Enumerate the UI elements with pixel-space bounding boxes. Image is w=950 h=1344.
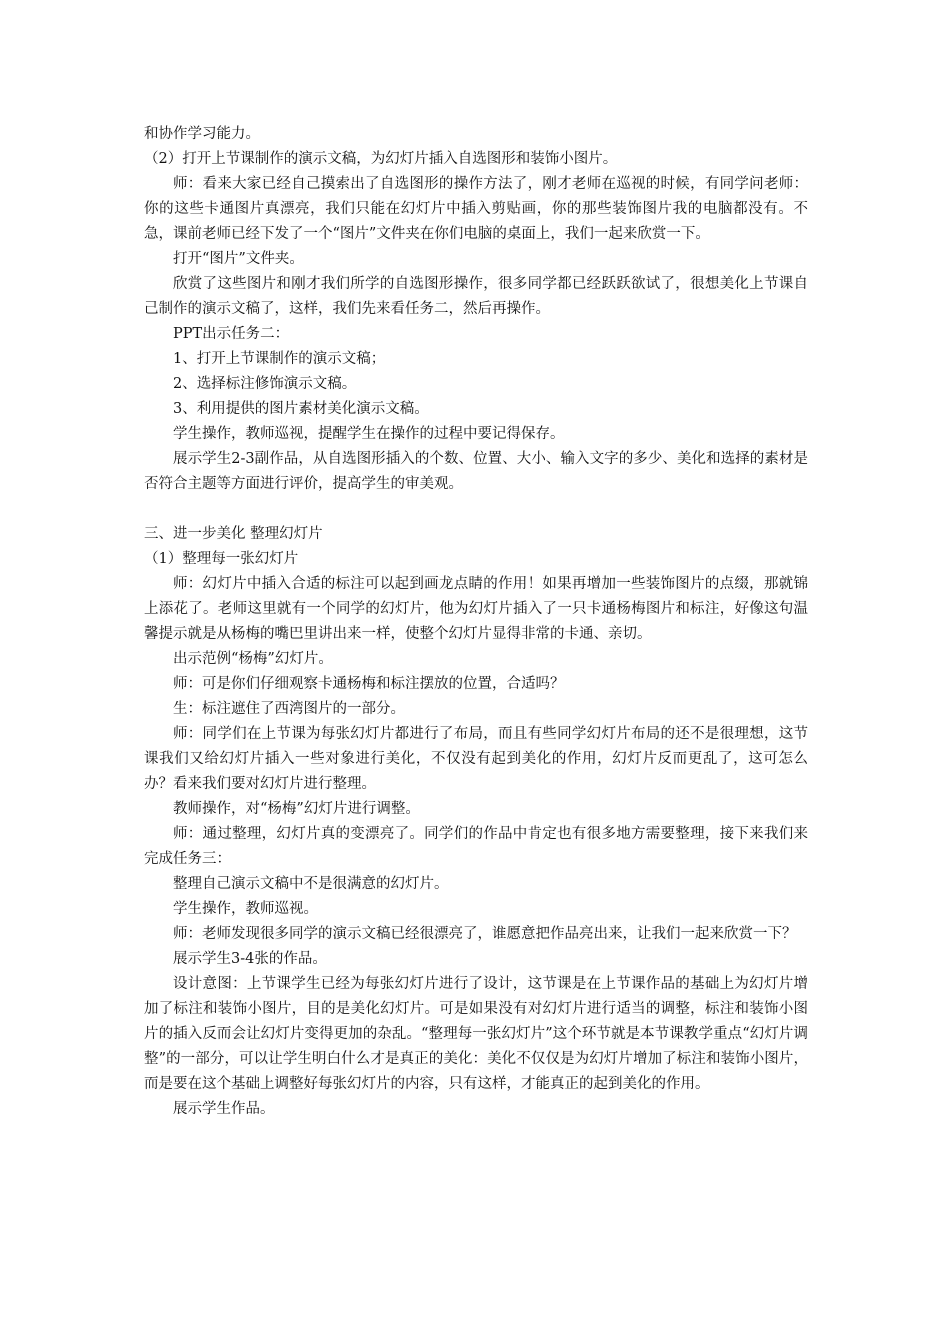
task-item-1: 1、打开上节课制作的演示文稿；: [173, 351, 386, 367]
section3-paragraph-11: 展示学生3-4张的作品。: [173, 951, 327, 967]
blank-line: [144, 497, 808, 522]
paragraph-6: PPT出示任务二：: [173, 326, 290, 342]
paragraph-10: 学生操作，教师巡视，提醒学生在操作的过程中要记得保存。: [173, 426, 565, 442]
task-item-3: 3、利用提供的图片素材美化演示文稿。: [173, 401, 429, 417]
section3-paragraph-13: 展示学生作品。: [173, 1101, 275, 1117]
section3-paragraph-7: 师：通过整理，幻灯片真的变漂亮了。同学们的作品中肯定也有很多地方需要整理，接下来我们来完成任务三：: [144, 826, 808, 867]
paragraph-5: 欣赏了这些图片和刚才我们所学的自选图形操作，很多同学都已经跃跃欲试了，很想美化上节课自己制作的演示文稿了，这样，我们先来看任务二，然后再操作。: [144, 276, 808, 317]
section3-paragraph-10: 师：老师发现很多同学的演示文稿已经很漂亮了，谁愿意把作品亮出来，让我们一起来欣赏一下？: [173, 926, 797, 942]
design-intent-paragraph: 设计意图：上节课学生已经为每张幻灯片进行了设计，这节课是在上节课作品的基础上为幻灯片增加了标注和装饰小图片，目的是美化幻灯片。可是如果没有对幻灯片进行适当的调整，标注和装饰小图片的插入反而会让幻灯片变得更加的杂乱。“整理每一张幻灯片”这个环节就是本节课教学重点“幻灯片调整”的一部分，可以让学生明白什么才是真正的美化：美化不仅仅是为幻灯片增加了标注和装饰小图片，而是要在这个基础上调整好每张幻灯片的内容，只有这样，才能真正的起到美化的作用。: [144, 976, 808, 1092]
section3-paragraph-3: 师：可是你们仔细观察卡通杨梅和标注摆放的位置，合适吗？: [173, 676, 565, 692]
section-subheading: （1）整理每一张幻灯片: [144, 551, 299, 567]
document-page: [144, 122, 808, 1122]
paragraph-1: 和协作学习能力。: [144, 126, 260, 142]
paragraph-11: 展示学生2-3副作品，从自选图形插入的个数、位置、大小、输入文字的多少、美化和选择的素材是否符合主题等方面进行评价，提高学生的审美观。: [144, 451, 808, 492]
section3-paragraph-2: 出示范例“杨梅”幻灯片。: [173, 651, 333, 667]
paragraph-3: 师：看来大家已经自己摸索出了自选图形的操作方法了，刚才老师在巡视的时候，有同学问老师：你的这些卡通图片真漂亮，我们只能在幻灯片中插入剪贴画，你的那些装饰图片我的电脑都没有。不急，课前老师已经下发了一个“图片”文件夹在你们电脑的桌面上，我们一起来欣赏一下。: [144, 176, 808, 242]
section3-paragraph-4: 生：标注遮住了西湾图片的一部分。: [173, 701, 405, 717]
section-heading: 三、进一步美化 整理幻灯片: [144, 526, 323, 542]
section3-paragraph-8: 整理自己演示文稿中不是很满意的幻灯片。: [173, 876, 449, 892]
paragraph-2: （2）打开上节课制作的演示文稿，为幻灯片插入自选图形和装饰小图片。: [144, 151, 618, 167]
paragraph-4: 打开“图片”文件夹。: [173, 251, 304, 267]
section3-paragraph-1: 师：幻灯片中插入合适的标注可以起到画龙点睛的作用！如果再增加一些装饰图片的点缀，那就锦上添花了。老师这里就有一个同学的幻灯片，他为幻灯片插入了一只卡通杨梅图片和标注，好像这句温馨提示就是从杨梅的嘴巴里讲出来一样，使整个幻灯片显得非常的卡通、亲切。: [144, 576, 808, 642]
task-item-2: 2、选择标注修饰演示文稿。: [173, 376, 357, 392]
section3-paragraph-6: 教师操作，对“杨梅”幻灯片进行调整。: [173, 801, 420, 817]
section3-paragraph-9: 学生操作，教师巡视。: [173, 901, 318, 917]
section3-paragraph-5: 师：同学们在上节课为每张幻灯片都进行了布局，而且有些同学幻灯片布局的还不是很理想，这节课我们又给幻灯片插入一些对象进行美化，不仅没有起到美化的作用，幻灯片反而更乱了，这可怎么办？看来我们要对幻灯片进行整理。: [144, 726, 808, 792]
